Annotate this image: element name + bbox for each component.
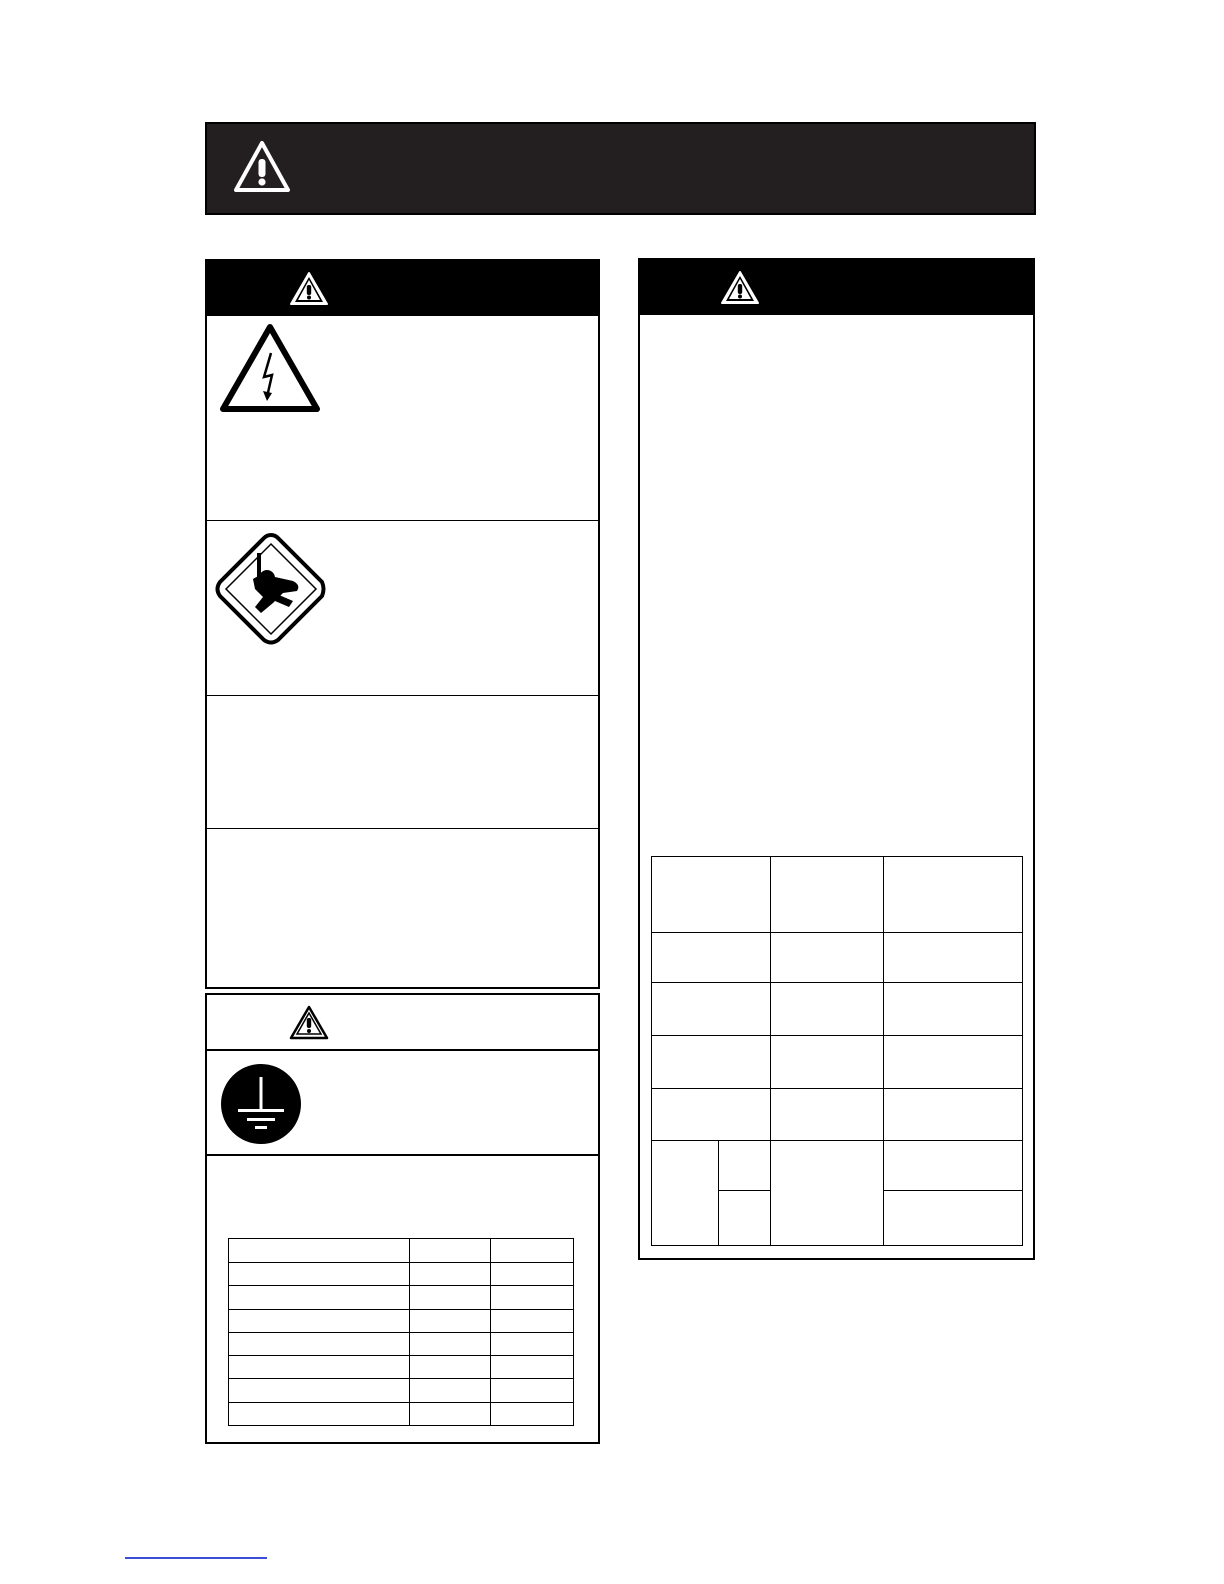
electric-shock-icon [219,323,321,415]
table-row-line [652,932,1022,933]
warning-header [207,261,598,316]
warning-triangle-icon [289,271,329,307]
table-column-line [883,857,884,1245]
divider [207,520,598,521]
radiation-distance-table [651,856,1023,1246]
fall-hazard-icon [213,531,329,647]
warning-triangle-icon [289,1005,329,1041]
safety-banner [205,122,1036,215]
warning-panel-right [638,258,1035,1260]
warning-triangle-icon [720,270,760,306]
table-column-line [718,1140,719,1245]
divider [207,828,598,829]
compass-safe-distance-table [228,1238,574,1426]
table-column-line [770,857,771,1245]
warning-header [640,260,1033,315]
table-row-line [652,1140,1022,1141]
footer-rule [125,1557,267,1559]
divider [207,1049,598,1051]
table-row-line [652,1088,1022,1089]
table-row-line [883,1190,1022,1191]
table-row-line [652,982,1022,983]
table-row-line [652,1035,1022,1036]
divider [207,695,598,696]
divider [207,1154,598,1156]
caution-panel [205,993,600,1444]
warning-panel [205,259,600,989]
table-row-line [718,1190,770,1191]
ground-icon [220,1063,302,1145]
warning-triangle-icon [233,140,291,194]
